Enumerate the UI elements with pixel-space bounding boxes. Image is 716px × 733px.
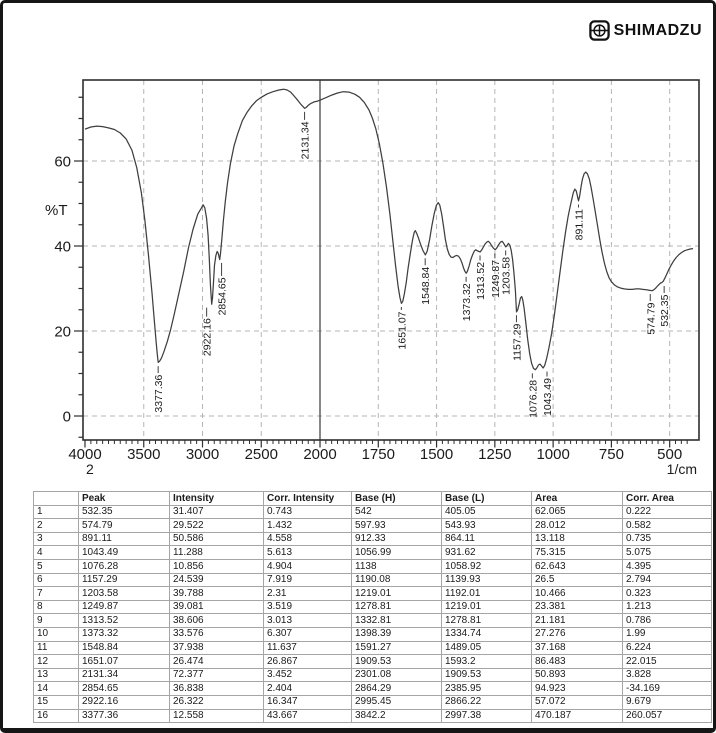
table-cell: 15 (34, 695, 79, 709)
table-cell: 1203.58 (79, 587, 170, 601)
column-header: Intensity (170, 492, 264, 506)
table-cell: 3.519 (264, 600, 352, 614)
shimadzu-brand-text: SHIMADZU (613, 21, 702, 39)
table-row (34, 695, 712, 709)
table-cell: 1056.99 (352, 546, 442, 560)
table-cell: 1219.01 (352, 587, 442, 601)
table-cell: 12.558 (170, 709, 264, 723)
table-cell: 26.5 (532, 573, 623, 587)
table-cell: 2.404 (264, 682, 352, 696)
y-tick-label: 0 (62, 408, 71, 426)
table-cell: 2.31 (264, 587, 352, 601)
table-cell: 2995.45 (352, 695, 442, 709)
table-cell: 24.539 (170, 573, 264, 587)
peak-wavenumber-label: 1043.49 (541, 378, 554, 416)
table-cell: 6.307 (264, 627, 352, 641)
x-tick-label: 3500 (127, 446, 161, 463)
peak-wavenumber-label: 1313.52 (475, 261, 488, 300)
table-cell: 7.919 (264, 573, 352, 587)
column-header: Peak (79, 492, 170, 506)
table-cell: 50.893 (532, 668, 623, 682)
peak-wavenumber-label: 891.11 (573, 209, 586, 241)
peak-wavenumber-label: 1373.32 (461, 283, 474, 322)
table-cell: 62.643 (532, 559, 623, 573)
table-cell: 13 (34, 668, 79, 682)
table-cell: 1334.74 (442, 627, 532, 641)
table-cell: 2 (34, 519, 79, 533)
table-cell: 597.93 (352, 519, 442, 533)
table-row (34, 655, 712, 669)
table-row (34, 641, 712, 655)
table-cell: 1058.92 (442, 559, 532, 573)
table-cell: 16 (34, 709, 79, 723)
table-cell: 11.637 (264, 641, 352, 655)
table-cell: 11 (34, 641, 79, 655)
ftir-spectrum-chart (3, 3, 716, 488)
table-cell: 2866.22 (442, 695, 532, 709)
x-tick-label: 2500 (244, 446, 278, 463)
peak-wavenumber-label: 1076.28 (527, 379, 540, 418)
table-cell: 4.395 (623, 559, 712, 573)
table-cell: 3377.36 (79, 709, 170, 723)
table-cell: 2385.95 (442, 682, 532, 696)
table-row (34, 505, 712, 519)
table-cell: 26.474 (170, 655, 264, 669)
table-cell: 1 (34, 505, 79, 519)
x-tick-label: 4000 (68, 446, 102, 463)
table-cell: 543.93 (442, 519, 532, 533)
table-cell: 1909.53 (442, 668, 532, 682)
table-cell: 3.452 (264, 668, 352, 682)
table-cell: 86.483 (532, 655, 623, 669)
x-axis-unit-label: 1/cm (666, 461, 697, 477)
table-cell: 1651.07 (79, 655, 170, 669)
table-cell: 2301.08 (352, 668, 442, 682)
table-cell: 1076.28 (79, 559, 170, 573)
peak-wavenumber-label: 1548.84 (420, 266, 433, 305)
table-row (34, 546, 712, 560)
table-cell: 37.938 (170, 641, 264, 655)
table-cell: 2997.38 (442, 709, 532, 723)
table-cell: 0.222 (623, 505, 712, 519)
table-cell: 1249.87 (79, 600, 170, 614)
table-cell: 1548.84 (79, 641, 170, 655)
table-cell: 29.522 (170, 519, 264, 533)
x-tick-label: 1000 (536, 446, 570, 463)
table-header-row (34, 492, 712, 506)
table-cell: 31.407 (170, 505, 264, 519)
table-row (34, 587, 712, 601)
table-cell: 12 (34, 655, 79, 669)
table-row (34, 532, 712, 546)
table-cell: 75.315 (532, 546, 623, 560)
table-cell: 3.013 (264, 614, 352, 628)
table-row (34, 573, 712, 587)
table-cell: 38.606 (170, 614, 264, 628)
table-cell: 13.118 (532, 532, 623, 546)
table-cell: 1593.2 (442, 655, 532, 669)
table-cell: 0.582 (623, 519, 712, 533)
table-cell: 1138 (352, 559, 442, 573)
table-cell: 1157.29 (79, 573, 170, 587)
table-cell: 9.679 (623, 695, 712, 709)
x-tick-label: 1250 (478, 446, 512, 463)
table-cell: 532.35 (79, 505, 170, 519)
table-cell: 931.62 (442, 546, 532, 560)
table-row (34, 519, 712, 533)
table-cell: 3.828 (623, 668, 712, 682)
table-cell: 27.276 (532, 627, 623, 641)
x-tick-label: 500 (657, 446, 683, 463)
table-cell: 22.015 (623, 655, 712, 669)
table-cell: 912.33 (352, 532, 442, 546)
table-cell: 4 (34, 546, 79, 560)
peak-wavenumber-label: 2854.65 (216, 277, 229, 316)
table-cell: 2131.34 (79, 668, 170, 682)
table-cell: 6.224 (623, 641, 712, 655)
table-cell: 1909.53 (352, 655, 442, 669)
table-cell: 1219.01 (442, 600, 532, 614)
table-cell: 3 (34, 532, 79, 546)
peak-wavenumber-label: 3377.36 (153, 374, 166, 413)
table-cell: 6 (34, 573, 79, 587)
table-cell: 5 (34, 559, 79, 573)
table-cell: 4.904 (264, 559, 352, 573)
table-cell: 23.381 (532, 600, 623, 614)
column-header: Base (H) (352, 492, 442, 506)
table-cell: 470.187 (532, 709, 623, 723)
table-cell: 62.065 (532, 505, 623, 519)
y-tick-label: 40 (54, 238, 71, 256)
table-row (34, 559, 712, 573)
table-cell: 33.576 (170, 627, 264, 641)
x-tick-label: 1750 (361, 446, 395, 463)
x-tick-label: 750 (598, 446, 624, 463)
table-cell: 9 (34, 614, 79, 628)
table-cell: 11.288 (170, 546, 264, 560)
table-row (34, 682, 712, 696)
peak-wavenumber-label: 2131.34 (299, 121, 312, 160)
peak-wavenumber-label: 532.35 (659, 294, 672, 327)
table-cell: 1332.81 (352, 614, 442, 628)
table-cell: 2922.16 (79, 695, 170, 709)
table-row (34, 614, 712, 628)
table-cell: 864.11 (442, 532, 532, 546)
column-header (34, 492, 79, 506)
table-cell: 1373.32 (79, 627, 170, 641)
y-axis-unit-label: %T (45, 202, 68, 219)
table-cell: 39.081 (170, 600, 264, 614)
y-tick-label: 60 (54, 153, 71, 171)
table-cell: 1278.81 (352, 600, 442, 614)
table-cell: 405.05 (442, 505, 532, 519)
table-cell: 94.923 (532, 682, 623, 696)
spectrum-curve (85, 89, 693, 370)
table-cell: 37.168 (532, 641, 623, 655)
shimadzu-mark-icon (589, 20, 610, 41)
table-cell: 2864.29 (352, 682, 442, 696)
peak-table (33, 491, 712, 723)
table-cell: 0.735 (623, 532, 712, 546)
table-cell: 8 (34, 600, 79, 614)
table-cell: 2.794 (623, 573, 712, 587)
table-cell: -34.169 (623, 682, 712, 696)
table-cell: 0.323 (623, 587, 712, 601)
peak-wavenumber-label: 1203.58 (500, 256, 513, 295)
table-cell: 260.057 (623, 709, 712, 723)
table-cell: 10.856 (170, 559, 264, 573)
table-cell: 1.213 (623, 600, 712, 614)
table-cell: 4.558 (264, 532, 352, 546)
table-cell: 542 (352, 505, 442, 519)
column-header: Area (532, 492, 623, 506)
table-cell: 57.072 (532, 695, 623, 709)
table-cell: 39.788 (170, 587, 264, 601)
column-header: Corr. Intensity (264, 492, 352, 506)
table-cell: 10 (34, 627, 79, 641)
shimadzu-logo (589, 20, 702, 41)
table-cell: 16.347 (264, 695, 352, 709)
peak-wavenumber-label: 1651.07 (396, 311, 409, 350)
table-cell: 1.432 (264, 519, 352, 533)
table-cell: 1489.05 (442, 641, 532, 655)
table-cell: 26.867 (264, 655, 352, 669)
table-cell: 26.322 (170, 695, 264, 709)
peak-wavenumber-label: 574.79 (645, 302, 658, 335)
table-cell: 10.466 (532, 587, 623, 601)
peak-wavenumber-label: 2922.16 (201, 318, 214, 357)
table-cell: 574.79 (79, 519, 170, 533)
table-cell: 1043.49 (79, 546, 170, 560)
table-cell: 3842.2 (352, 709, 442, 723)
plot-index-label: 2 (86, 461, 94, 477)
table-row (34, 600, 712, 614)
table-cell: 50.586 (170, 532, 264, 546)
table-cell: 5.075 (623, 546, 712, 560)
x-tick-label: 1500 (419, 446, 454, 463)
table-cell: 72.377 (170, 668, 264, 682)
table-cell: 43.667 (264, 709, 352, 723)
table-cell: 1192.01 (442, 587, 532, 601)
table-cell: 1190.08 (352, 573, 442, 587)
peak-wavenumber-label: 1249.87 (489, 259, 502, 298)
x-tick-label: 3000 (185, 446, 220, 463)
table-cell: 7 (34, 587, 79, 601)
x-tick-label: 2000 (303, 446, 337, 463)
table-cell: 891.11 (79, 532, 170, 546)
table-cell: 28.012 (532, 519, 623, 533)
column-header: Base (L) (442, 492, 532, 506)
table-cell: 1139.93 (442, 573, 532, 587)
table-cell: 36.838 (170, 682, 264, 696)
column-header: Corr. Area (623, 492, 712, 506)
peak-wavenumber-label: 1157.29 (511, 323, 524, 361)
y-tick-label: 20 (54, 323, 71, 341)
table-cell: 1398.39 (352, 627, 442, 641)
table-cell: 0.743 (264, 505, 352, 519)
table-row (34, 668, 712, 682)
table-cell: 5.613 (264, 546, 352, 560)
table-cell: 14 (34, 682, 79, 696)
table-row (34, 709, 712, 723)
table-cell: 0.786 (623, 614, 712, 628)
table-cell: 2854.65 (79, 682, 170, 696)
table-cell: 1278.81 (442, 614, 532, 628)
table-cell: 21.181 (532, 614, 623, 628)
plot-border (83, 80, 699, 440)
table-cell: 1.99 (623, 627, 712, 641)
table-row (34, 627, 712, 641)
table-cell: 1591.27 (352, 641, 442, 655)
table-cell: 1313.52 (79, 614, 170, 628)
